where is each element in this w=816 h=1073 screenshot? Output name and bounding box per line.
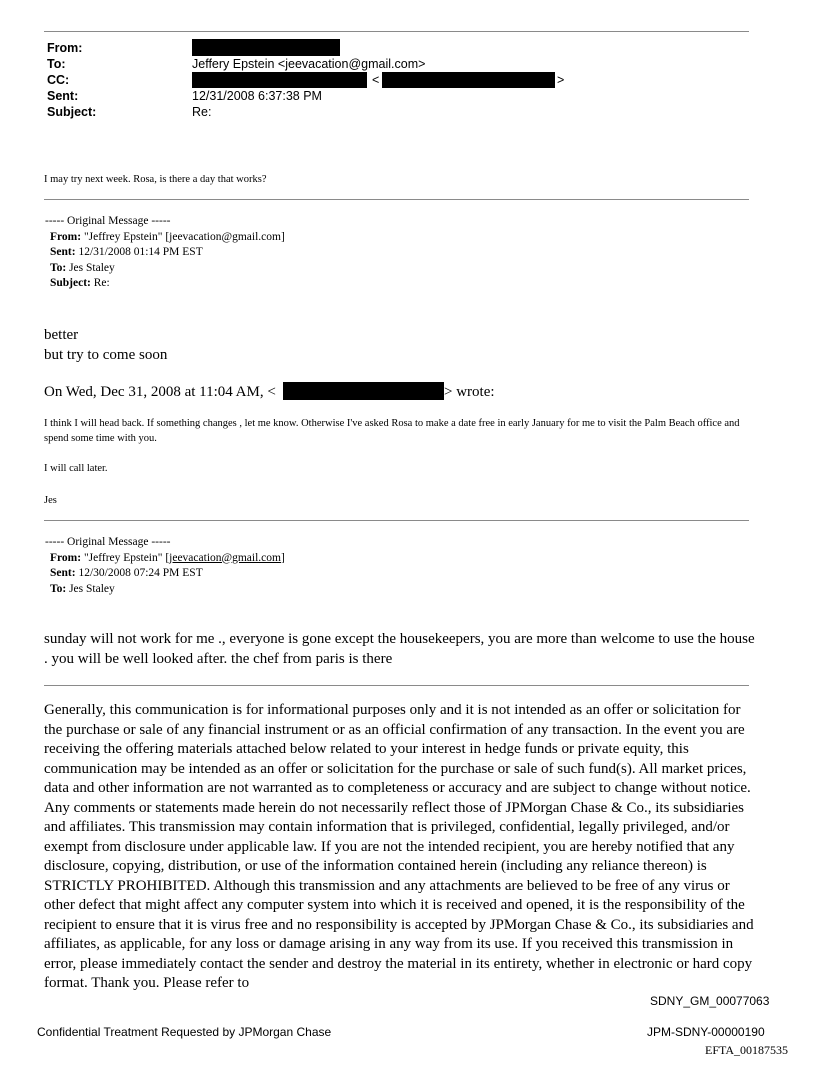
- divider-3: [44, 685, 749, 686]
- sent-label: Sent:: [47, 89, 79, 103]
- original-to-value: Jes Staley: [66, 261, 115, 274]
- from-redaction: [192, 39, 340, 56]
- message-body-2: [44, 326, 167, 365]
- original2-separator: ----- Original Message -----: [45, 536, 171, 548]
- body-line-1: better: [44, 327, 79, 343]
- original2-to-line: [45, 582, 285, 598]
- original2-to-value: Jes Staley: [66, 582, 115, 595]
- original-separator: ----- Original Message -----: [45, 215, 171, 227]
- original2-email-link[interactable]: jeevacation@gmail.com: [169, 551, 281, 564]
- original-message-1: [45, 214, 285, 292]
- quote-sender-redaction: [283, 382, 444, 400]
- original2-sent-label: Sent:: [50, 567, 76, 579]
- original2-from-label: From:: [50, 551, 82, 564]
- original2-to-label: To:: [50, 582, 67, 595]
- to-value: Jeffery Epstein <jeevacation@gmail.com>: [192, 57, 426, 71]
- original2-sent-value: 12/30/2008 07:24 PM EST: [75, 567, 203, 579]
- original2-from-name: "Jeffrey Epstein" [: [81, 551, 170, 564]
- cc-open-bracket: <: [372, 73, 380, 87]
- subject-label: Subject:: [47, 105, 97, 119]
- cc-close-bracket: >: [557, 73, 565, 87]
- body-line-2: but try to come soon: [44, 346, 168, 363]
- legal-disclaimer: Generally, this communication is for informational purposes only and it is not intended as an offer or solicitation for the purchase or sale of any financial instrument or as an official confirmation of any transaction. In the event you are receiving the offering materials attached below related to your interest in hedge funds or private equity, this communication may be intended as an offer or solicitation for the purchase or sale of such fund(s). All market prices, data and other information are not warranted as to completeness or accuracy and are subject to change without notice. Any comments or statements made herein do not necessarily reflect those of JPMorgan Chase & Co., its subsidiaries and affiliates. This transmission may contain information that is privileged, confidential, legally privileged, and/or exempt from disclosure under applicable law. If you are not the intended recipient, you are hereby notified that any disclosure, copying, distribution, or use of the information contained herein (including any reliance thereon) is STRICTLY PROHIBITED. Although this transmission and any attachments are believed to be free of any virus or other defect that might affect any computer system into which it is received and opened, it is the responsibility of the recipient to ensure that it is virus free and no responsibility is accepted by JPMorgan Chase & Co., its subsidiaries and affiliates, as applicable, for any loss or damage arising in any way from its use. If you received this transmission in error, please immediately contact the sender and destroy the material in its entirety, whether in electronic or hard copy format. Thank you. Please refer to: [44, 702, 754, 991]
- cc-label: CC:: [47, 73, 70, 87]
- original-to-label: To:: [50, 261, 67, 274]
- original-sent-label: Sent:: [50, 246, 76, 258]
- from-label: From:: [47, 41, 83, 55]
- original-to-line: [45, 261, 285, 277]
- original-sent-value: 12/31/2008 01:14 PM EST: [75, 246, 203, 258]
- divider-2: [44, 520, 749, 521]
- original-from-value: "Jeffrey Epstein" [jeevacation@gmail.com]: [81, 230, 285, 243]
- original2-from-line: [45, 551, 285, 567]
- reply-body: I may try next week. Rosa, is there a day that works?: [44, 174, 267, 185]
- cc-email-redaction: [382, 72, 555, 88]
- subject-value: Re:: [192, 105, 212, 119]
- top-divider: [44, 31, 749, 32]
- bates-gm-stamp: SDNY_GM_00077063: [650, 994, 770, 1008]
- efta-stamp: EFTA_00187535: [705, 1043, 789, 1057]
- quoted-signature: Jes: [44, 495, 57, 506]
- original-subject-value: Re:: [90, 277, 110, 289]
- original-from-line: [45, 230, 285, 246]
- original2-from-close: ]: [280, 551, 285, 564]
- original2-sent-line: [45, 566, 285, 582]
- quote-header-prefix: On Wed, Dec 31, 2008 at 11:04 AM, <: [44, 384, 276, 400]
- quote-header-suffix: > wrote:: [444, 384, 495, 400]
- confidential-notice: Confidential Treatment Requested by JPMorgan Chase: [37, 1025, 332, 1039]
- original-subject-label: Subject:: [50, 277, 91, 289]
- original-subject-line: [45, 276, 285, 292]
- original-from-label: From:: [50, 230, 82, 243]
- divider-1: [44, 199, 749, 200]
- quoted-para-2: I will call later.: [44, 463, 108, 474]
- bates-jpm-stamp: JPM-SDNY-00000190: [647, 1025, 765, 1039]
- quoted-para-1: I think I will head back. If something changes , let me know. Otherwise I've asked Rosa to make a date free in early January for me to visit the Palm Beach office and spend some time with you.: [44, 418, 740, 444]
- original-sent-line: [45, 245, 285, 261]
- to-label: To:: [47, 57, 66, 71]
- sent-value: 12/31/2008 6:37:38 PM: [192, 89, 322, 103]
- original-message-2: [45, 535, 285, 597]
- message-body-3: sunday will not work for me ., everyone is gone except the housekeepers, you are more than welcome to use the house . you will be well looked after. the chef from paris is there: [44, 631, 755, 667]
- cc-name-redaction: [192, 72, 367, 88]
